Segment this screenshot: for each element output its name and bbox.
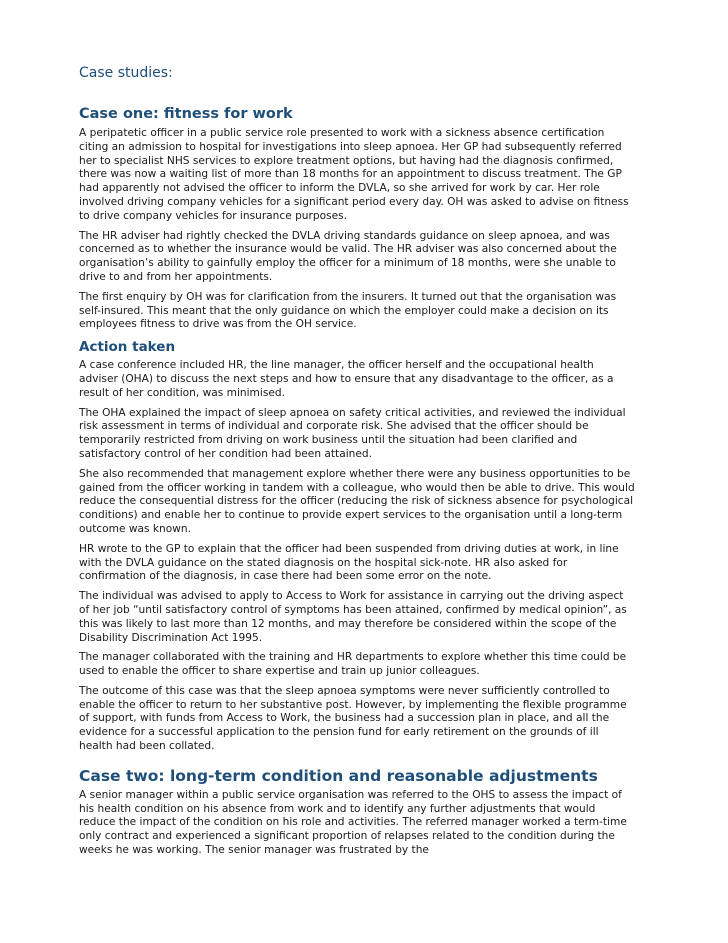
case-one-paragraph: The HR adviser had rightly checked the DVLA driving standards guidance on sleep apnoea, and was concerned as to whether the insurance would be valid. The HR adviser was also concerned about the organisation’s ability to gainfully employ the officer for a minimum of 18 months, were she unable to drive to and from her appointments.: [79, 229, 617, 283]
case-one-paragraph: The first enquiry by OH was for clarification from the insurers. It turned out that the organisation was self-insured. This meant that the only guidance on which the employer could make a decision on its employees fitness to drive was from the OH service.: [79, 290, 617, 331]
case-one-heading: Case one: fitness for work: [79, 106, 293, 122]
action-taken-heading: Action taken: [79, 339, 176, 356]
document-page: [79, 62, 635, 864]
case-two-paragraph: A senior manager within a public service organisation was referred to the OHS to assess the impact of his health condition on his absence from work and to identify any further adjustments that would reduce the impact of the condition on his role and activities. The referred manager worked a term-time only contract and experienced a significant proportion of relapses related to the condition during the weeks he was working. The senior manager was frustrated by the: [79, 788, 627, 857]
action-taken-paragraph: HR wrote to the GP to explain that the officer had been suspended from driving duties at work, in line with the DVLA guidance on the stated diagnosis on the hospital sick-note. HR also asked for confirmation of the diagnosis, in case there had been some error on the note.: [79, 542, 619, 583]
action-taken-paragraph: She also recommended that management explore whether there were any business opportunities to be gained from the officer working in tandem with a colleague, who would then be able to drive. This would reduce the consequential distress for the officer (reducing the risk of sickness absence for psychological conditions) and enable her to continue to provide expert services to the organisation until a long-term outcome was known.: [79, 467, 635, 535]
action-taken-paragraph: A case conference included HR, the line manager, the officer herself and the occupational health adviser (OHA) to discuss the next steps and how to ensure that any disadvantage to the officer, as a result of her condition, was minimised.: [79, 359, 614, 399]
action-taken-paragraph: The manager collaborated with the training and HR departments to explore whether this time could be used to enable the officer to share expertise and train up junior colleagues.: [79, 651, 627, 678]
action-taken-paragraph: The individual was advised to apply to Access to Work for assistance in carrying out the driving aspect of her job “until satisfactory control of symptoms has been attained, confirmed by medical opinion”, as this was likely to last more than 12 months, and may therefore be considered within the scope of the Disability Discrimination Act 1995.: [79, 590, 627, 644]
case-one-paragraph: A peripatetic officer in a public service role presented to work with a sickness absence certification citing an admission to hospital for investigations into sleep apnoea. Her GP had subsequently referred her to specialist NHS services to explore treatment options, but having had the diagnosis confirmed, there was now a waiting list of more than 18 months for an appointment to discuss treatment. The GP had apparently not advised the officer to inform the DVLA, so she arrived for work by car. Her role involved driving company vehicles for a significant period every day. OH was asked to advise on fitness to drive company vehicles for insurance purposes.: [79, 127, 629, 222]
action-taken-paragraph: The outcome of this case was that the sleep apnoea symptoms were never sufficiently controlled to enable the officer to return to her substantive post. However, by implementing the flexible programme of support, with funds from Access to Work, the business had a succession plan in place, and all the evidence for a successful application to the pension fund for early retirement on the grounds of ill health had been collated.: [79, 684, 627, 753]
case-two-heading: Case two: long-term condition and reasonable adjustments: [79, 766, 598, 785]
action-taken-paragraph: The OHA explained the impact of sleep apnoea on safety critical activities, and reviewed the individual risk assessment in terms of individual and corporate risk. She advised that the officer should be temporarily restricted from driving on work business until the situation had been clarified and satisfactory control of her condition had been attained.: [79, 406, 626, 460]
page-heading: Case studies:: [79, 65, 173, 81]
